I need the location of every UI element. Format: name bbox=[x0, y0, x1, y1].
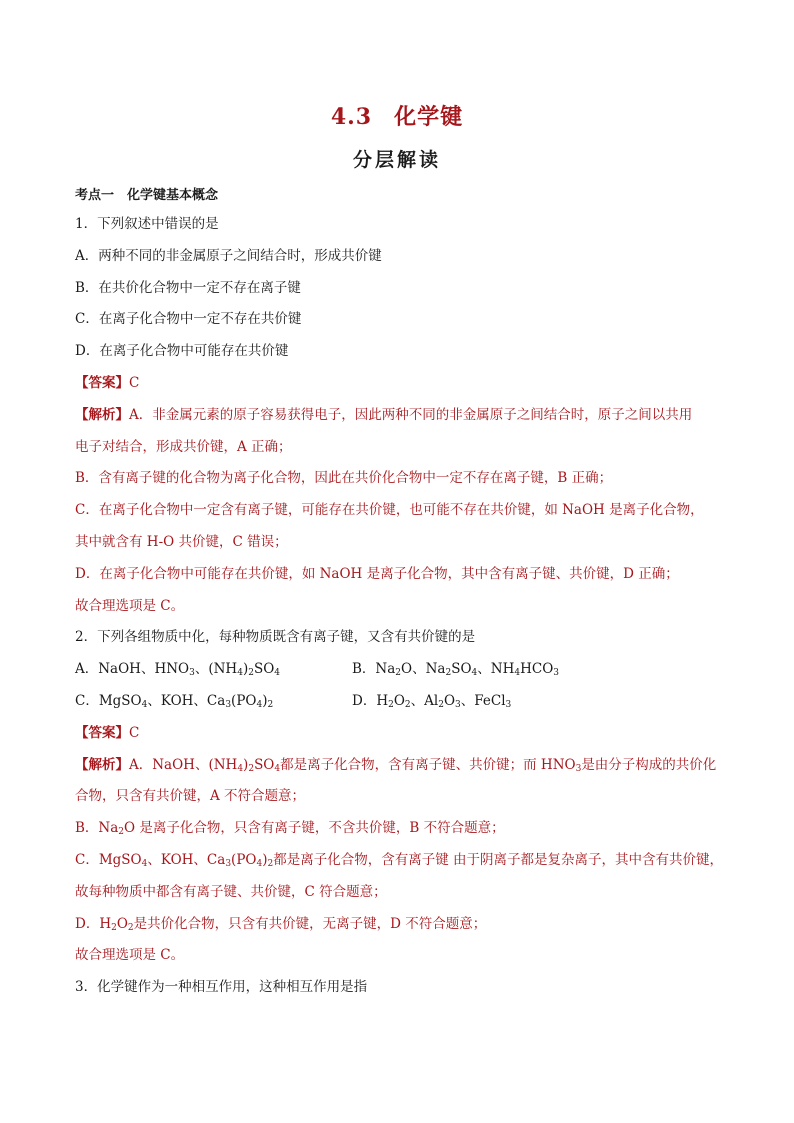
title-number: 4.3 bbox=[330, 104, 373, 130]
q2-analysis-line: 合物，只含有共价键，A 不符合题意； bbox=[75, 788, 306, 805]
q2-option-a: A．NaOH、$HNO_3$、$(NH_4)_2SO_4$ bbox=[75, 661, 281, 679]
q1-analysis-line: C．在离子化合物中一定含有离子键，可能存在共价键，也可能不存在共价键，如 NaOH 是离子化合物， bbox=[75, 502, 704, 519]
q2-answer: 【答案】C bbox=[75, 724, 140, 741]
q3-stem: 3．化学键作为一种相互作用，这种相互作用是指 bbox=[75, 979, 368, 996]
content bbox=[75, 186, 725, 1009]
q1-analysis-line: 【解析】A．非金属元素的原子容易获得电子，因此两种不同的非金属原子之间结合时，原子之间以共用 bbox=[75, 406, 693, 423]
q1-stem: 1．下列叙述中错误的是 bbox=[75, 216, 219, 232]
q2-option-c: C．MgSO$_4$、KOH、$Ca_3(PO_4)_2$ bbox=[75, 692, 274, 710]
q1-option-c: C．在离子化合物中一定不存在共价键 bbox=[75, 311, 302, 328]
q1-option-b: B．在共价化合物中一定不存在离子键 bbox=[75, 279, 301, 296]
q2-analysis-line: D．$H_2O_2$是共价化合物，只含有共价键，无离子键，D 不符合题意； bbox=[75, 915, 487, 933]
q2-option-d: D．$H_2O_2$、$Al_2O_3$、FeCl$_3$ bbox=[352, 692, 512, 710]
q1-option-d: D．在离子化合物中可能存在共价键 bbox=[75, 343, 289, 360]
q2-analysis-line: 故合理选项是 C。 bbox=[75, 947, 185, 964]
q2-option-b: B．$Na_2O$、$Na_2SO_4$、$NH_4HCO_3$ bbox=[352, 661, 559, 679]
q1-analysis-line: B．含有离子键的化合物为离子化合物，因此在共价化合物中一定不存在离子键，B 正确； bbox=[75, 470, 613, 487]
q2-analysis-line: 【解析】A．NaOH、$(NH_4)_2SO_4$都是离子化合物，含有离子键、共价键；而 $HNO_3$是由分子构成的共价化 bbox=[75, 756, 717, 774]
q2-analysis-line: B．$Na_2O$ 是离子化合物，只含有离子键，不含共价键，B 不符合题意； bbox=[75, 820, 505, 838]
section-heading: 考点一 化学键基本概念 bbox=[75, 188, 219, 203]
page-subtitle: 分层解读 bbox=[352, 149, 441, 171]
q2-options-row bbox=[75, 659, 725, 679]
q2-options-row bbox=[75, 691, 725, 711]
q1-analysis-line: 其中就含有 H-O 共价键，C 错误； bbox=[75, 533, 288, 550]
q2-analysis-line: C．MgSO$_4$、KOH、$Ca_3(PO_4)_2$都是离子化合物，含有离子键 由于阴离子都是复杂离子，其中含有共价键， bbox=[75, 851, 724, 869]
q1-answer: 【答案】C bbox=[75, 374, 140, 391]
q1-analysis-line: 电子对结合，形成共价键，A 正确； bbox=[75, 438, 292, 455]
q1-analysis-line: D．在离子化合物中可能存在共价键，如 NaOH 是离子化合物，其中含有离子键、共价键，D 正确； bbox=[75, 565, 679, 582]
title-text: 化学键 bbox=[394, 104, 464, 130]
q1-analysis-line: 故合理选项是 C。 bbox=[75, 597, 185, 614]
q1-option-a: A．两种不同的非金属原子之间结合时，形成共价键 bbox=[75, 247, 382, 264]
q2-analysis-line: 故每种物质中都含有离子键、共价键，C 符合题意； bbox=[75, 883, 387, 900]
q2-stem: 2．下列各组物质中化，每种物质既含有离子键，又含有共价键的是 bbox=[75, 629, 476, 646]
page-title bbox=[0, 100, 794, 131]
